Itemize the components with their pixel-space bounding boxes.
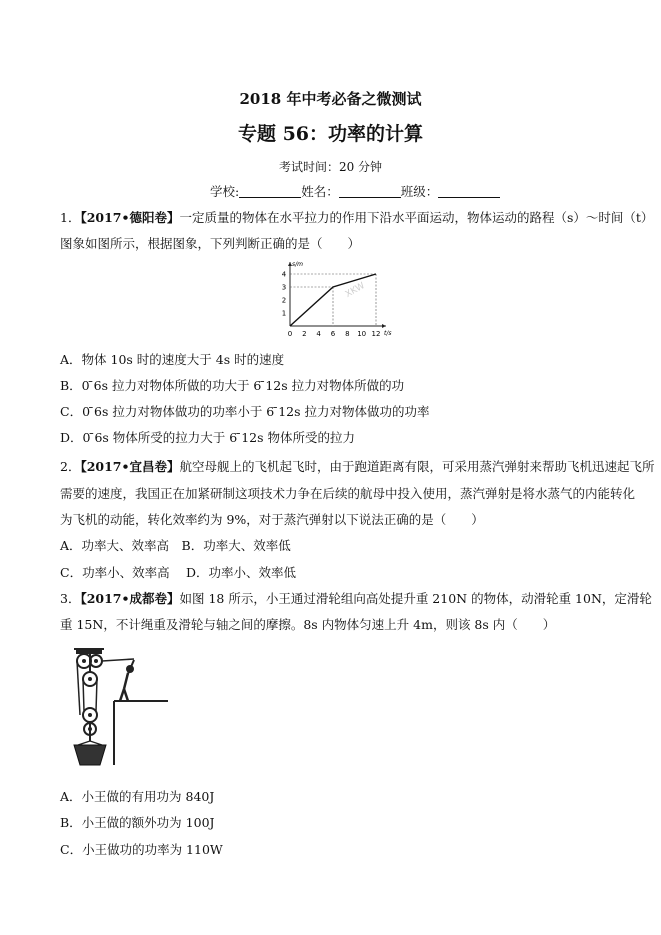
x-tick-label: 8 [345, 330, 350, 338]
x-tick-label: 10 [357, 330, 367, 338]
pull-rope [102, 659, 134, 661]
q3-source: 【2017•成都卷】 [80, 591, 180, 606]
q2-number: 2． [60, 459, 81, 474]
person-figure [120, 660, 134, 701]
pulley-system-figure [72, 645, 180, 770]
q3-option-a: A．小王做的有用功为 840J [60, 789, 215, 804]
q1-option-c: C．0 ̄6s 拉力对物体做功的功率小于 6 ̄12s 拉力对物体做功的功率 [60, 404, 430, 419]
q1-option-b: B．0 ̄6s 拉力对物体所做的功大于 6 ̄12s 拉力对物体所做的功 [60, 378, 405, 393]
q3-option-c: C．小王做功的功率为 110W [60, 842, 223, 857]
y-tick-label: 4 [281, 270, 287, 279]
q2-options-row2: C．功率小、效率高 D．功率小、效率低 [60, 565, 297, 580]
x-axis-label: t/s [384, 330, 392, 337]
load-weight [74, 745, 106, 765]
q1-text-line1: 一定质量的物体在水平拉力的作用下沿水平面运动，物体运动的路程（s）～时间（t） [179, 210, 654, 225]
class-blank [438, 185, 500, 198]
platform [114, 701, 168, 765]
q3-text-line1: 如图 18 所示，小王通过滑轮组向高处提升重 210N 的物体，动滑轮重 10N，定滑轮 [179, 591, 652, 606]
info-line [210, 182, 500, 200]
y-axis-label: s/m [292, 261, 303, 268]
exam-time: 考试时间：20 分钟 [278, 160, 383, 174]
x-tick-label: 2 [302, 330, 307, 338]
name-label: 姓名： [301, 184, 339, 199]
q1-line1 [60, 208, 653, 226]
x-tick-label: 0 [287, 330, 293, 338]
y-tick-label: 1 [281, 309, 287, 318]
q3-number: 3． [60, 591, 81, 606]
watermark-text: XKW [343, 281, 367, 300]
q2-options-row1: A．功率大、效率高 B．功率大、效率低 [60, 538, 291, 553]
q1-st-graph [276, 258, 394, 342]
q2-text-line1: 航空母舰上的飞机起飞时，由于跑道距离有限，可采用蒸汽弹射来帮助飞机迅速起飞所 [179, 459, 655, 474]
x-tick-label: 12 [371, 330, 381, 338]
school-blank [239, 185, 301, 198]
q2-line2: 需要的速度，我国正在加紧研制这项技术力争在后续的航母中投入使用，蒸汽弹射是将水蒸气的内能转化 [60, 486, 636, 501]
name-blank [339, 185, 401, 198]
series-line [290, 274, 376, 326]
q1-option-d: D．0 ̄6s 物体所受的拉力大于 6 ̄12s 物体所受的拉力 [60, 430, 355, 445]
q1-number: 1． [60, 210, 81, 225]
q1-line2: 图象如图所示，根据图象，下列判断正确的是（ ） [60, 236, 361, 251]
q1-option-a: A．物体 10s 时的速度大于 4s 时的速度 [60, 352, 285, 367]
q3-line1 [60, 589, 652, 607]
q3-option-b: B．小王做的额外功为 100J [60, 815, 215, 830]
q2-line1 [60, 457, 655, 475]
q1-source: 【2017•德阳卷】 [80, 210, 180, 225]
q3-line2: 重 15N，不计绳重及滑轮与轴之间的摩擦。8s 内物体匀速上升 4m，则该 8s 内（ ） [60, 617, 556, 632]
topic-title: 专题 56：功率的计算 [237, 123, 424, 145]
x-axis-arrow [382, 324, 386, 328]
class-label: 班级： [400, 184, 439, 199]
school-label: 学校: [210, 184, 240, 199]
x-tick-label: 6 [330, 330, 336, 338]
x-tick-label: 4 [316, 330, 321, 338]
q2-source: 【2017•宜昌卷】 [80, 459, 180, 474]
y-tick-label: 2 [281, 296, 287, 305]
q2-line3: 为飞机的动能，转化效率约为 9%，对于蒸汽弹射以下说法正确的是（ ） [60, 512, 484, 527]
y-tick-label: 3 [281, 283, 287, 292]
page-title: 2018 年中考必备之微测试 [239, 90, 422, 108]
